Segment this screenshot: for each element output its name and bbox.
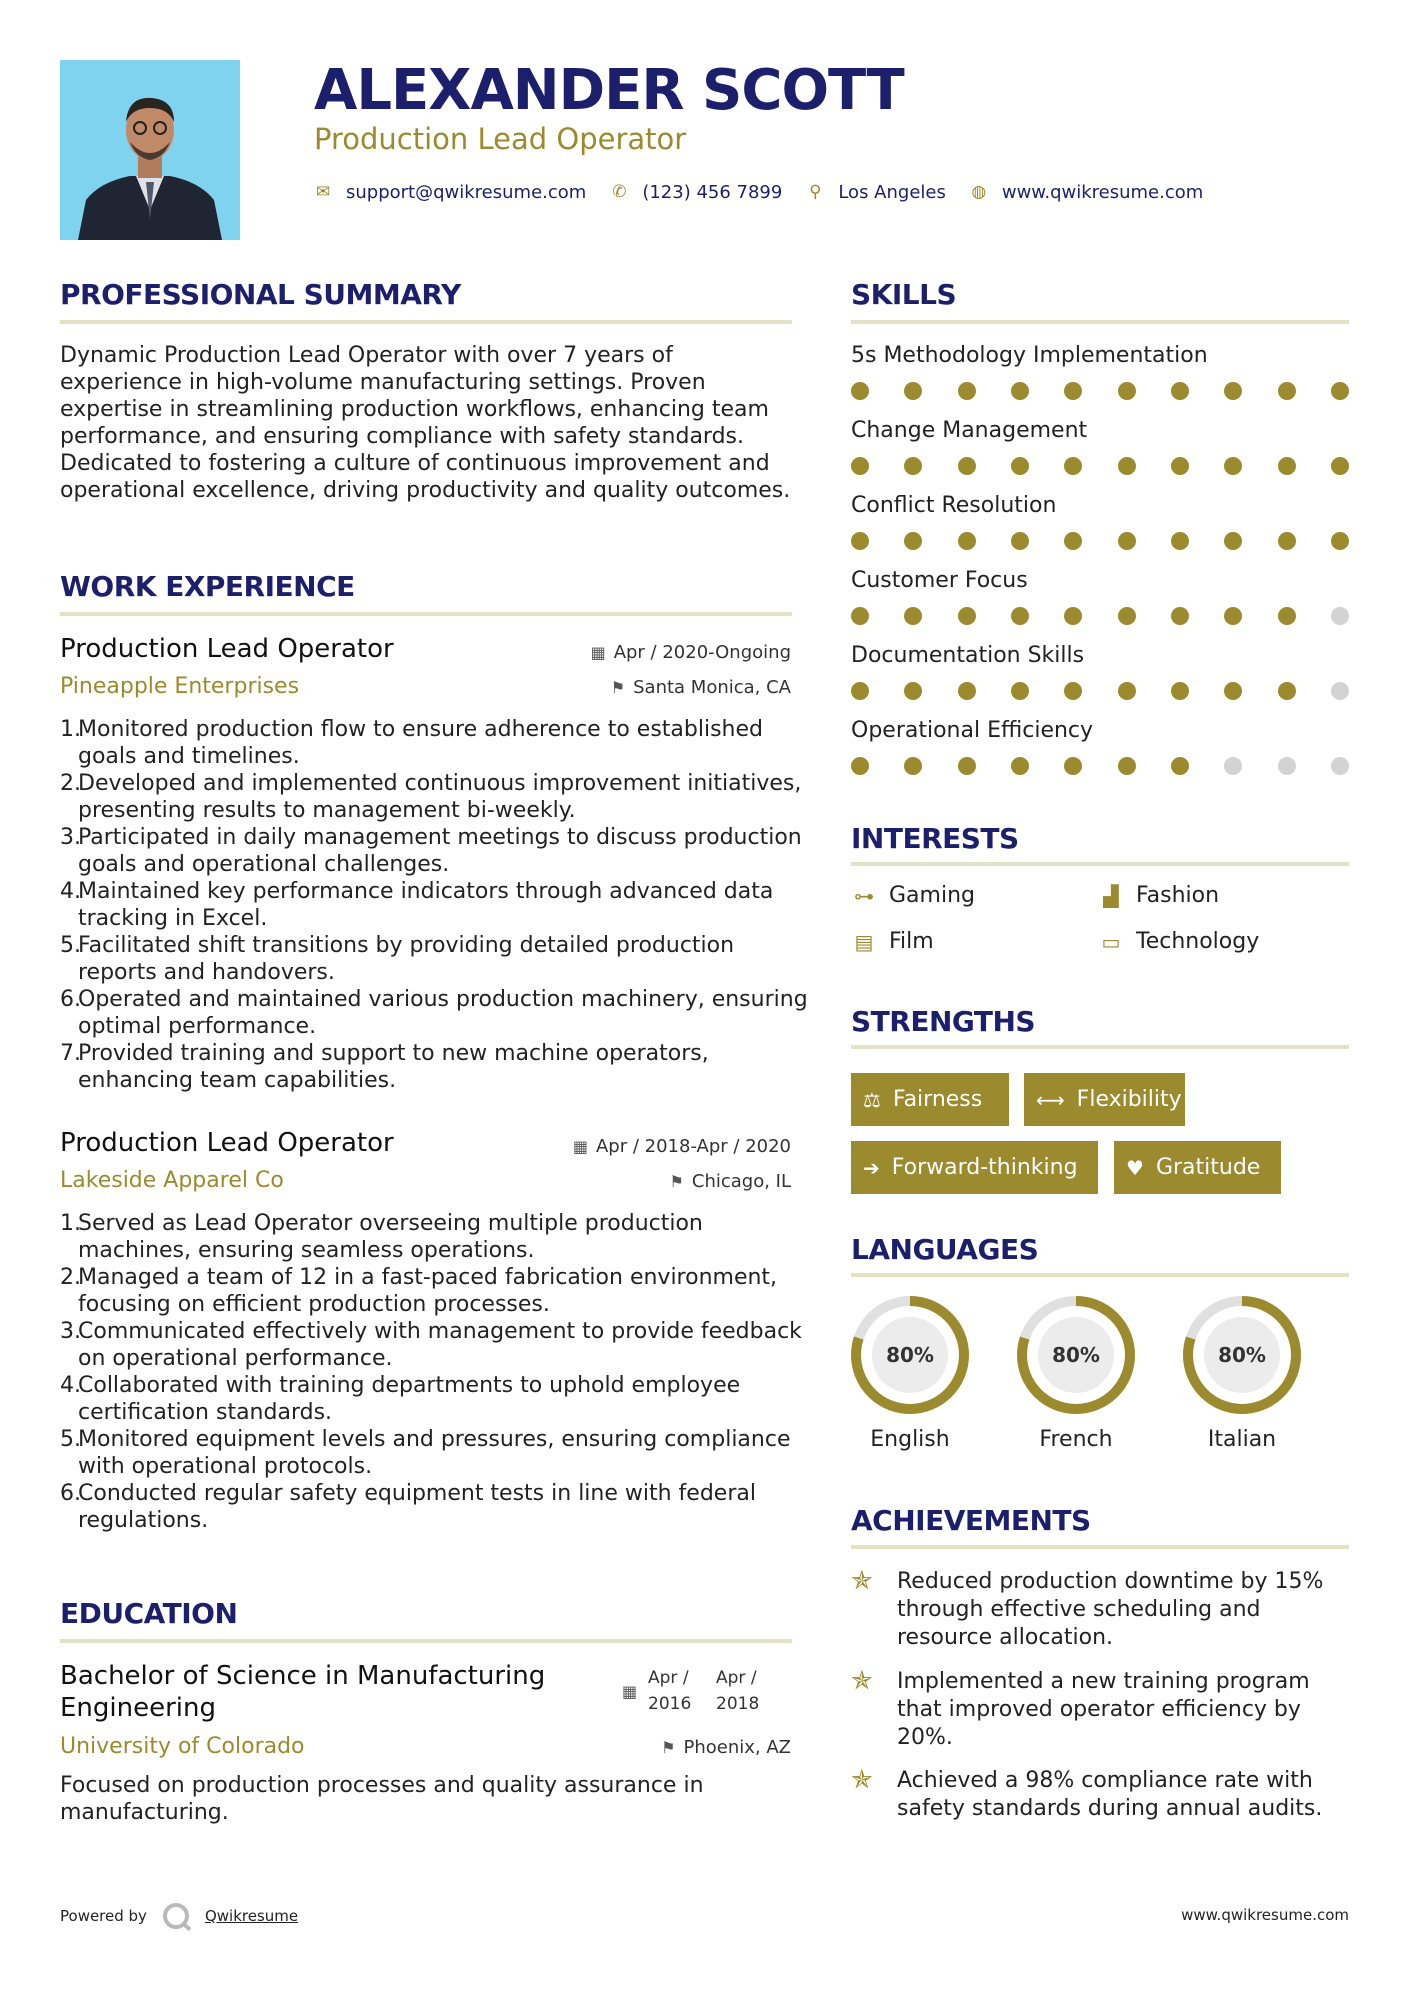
- skill-dot-filled: [958, 532, 976, 550]
- envelope-icon: ✉: [315, 182, 331, 202]
- achievements-divider: [851, 1545, 1349, 1549]
- laptop-icon: ▭: [1101, 929, 1121, 954]
- skill-dot-filled: [1224, 607, 1242, 625]
- skill-rating: [851, 607, 1349, 625]
- arrow-right-icon: ➔: [863, 1155, 880, 1180]
- skill-dot-filled: [1118, 457, 1136, 475]
- star-icon: ✯: [851, 1666, 873, 1696]
- skill-name: Documentation Skills: [851, 643, 1085, 668]
- experience-divider: [60, 612, 792, 616]
- brand-link[interactable]: Qwikresume: [204, 1907, 299, 1925]
- job-responsibilities: [60, 1210, 813, 1534]
- candidate-title: Production Lead Operator: [314, 122, 687, 156]
- skill-dot-empty: [1224, 757, 1242, 775]
- interests-divider: [851, 862, 1349, 866]
- list-item: 2. Managed a team of 12 in a fast-paced fabrication environment, focusing on efficient production processes.: [60, 1265, 778, 1317]
- education-end: Apr / 2018: [716, 1668, 760, 1714]
- skill-dot-filled: [1011, 457, 1029, 475]
- skills-divider: [851, 320, 1349, 324]
- language-item: [1180, 1293, 1304, 1452]
- skill-dot-filled: [1224, 457, 1242, 475]
- skill-dot-filled: [1331, 532, 1349, 550]
- skill-dot-filled: [958, 757, 976, 775]
- skill-dot-filled: [1278, 457, 1296, 475]
- job-date-text: Apr / 2020-Ongoing: [613, 642, 791, 663]
- skill-name: Change Management: [851, 418, 1088, 443]
- skill-dot-filled: [1064, 757, 1082, 775]
- skill-rating: [851, 382, 1349, 400]
- language-percent: 80%: [886, 1343, 934, 1367]
- list-item: 5. Facilitated shift transitions by providing detailed production reports and handovers.: [60, 933, 735, 985]
- strengths-divider: [851, 1045, 1349, 1049]
- list-item: 6. Conducted regular safety equipment tests in line with federal regulations.: [60, 1481, 756, 1533]
- summary-heading: PROFESSIONAL SUMMARY: [60, 278, 461, 311]
- skill-rating: [851, 682, 1349, 700]
- skill-dot-filled: [1224, 382, 1242, 400]
- skill-dot-filled: [1118, 382, 1136, 400]
- skill-dot-filled: [1224, 532, 1242, 550]
- skill-dot-filled: [1278, 607, 1296, 625]
- powered-by-label: Powered by: [60, 1907, 147, 1925]
- education-description: Focused on production processes and quality assurance in manufacturing.: [60, 1773, 704, 1825]
- languages-divider: [851, 1273, 1349, 1277]
- skill-dot-filled: [958, 682, 976, 700]
- language-ring: [848, 1293, 972, 1417]
- phone-icon: ✆: [612, 182, 627, 202]
- language-ring: [1180, 1293, 1304, 1417]
- skill-dot-filled: [1118, 607, 1136, 625]
- skill-dot-filled: [1171, 607, 1189, 625]
- summary-divider: [60, 320, 792, 324]
- pin-icon: ⚑: [669, 1172, 684, 1191]
- skill-dot-filled: [1278, 532, 1296, 550]
- skill-dot-filled: [904, 757, 922, 775]
- skill-dot-filled: [1118, 757, 1136, 775]
- achievement-item: ✯ Implemented a new training program that improved operator efficiency by 20%.: [851, 1666, 1310, 1750]
- skill-dot-filled: [904, 682, 922, 700]
- list-item: 6. Operated and maintained various production machinery, ensuring optimal performance.: [60, 987, 808, 1039]
- skill-dot-filled: [1011, 757, 1029, 775]
- achievements-heading: ACHIEVEMENTS: [851, 1504, 1091, 1537]
- education-location: [661, 1737, 791, 1758]
- skill-dot-filled: [1064, 457, 1082, 475]
- skill-dot-filled: [1171, 457, 1189, 475]
- skill-dot-empty: [1278, 757, 1296, 775]
- calendar-icon: ▦: [590, 643, 606, 662]
- strengths-heading: STRENGTHS: [851, 1005, 1036, 1038]
- heart-icon: ♥: [1126, 1155, 1144, 1180]
- job-location: [611, 677, 791, 698]
- profile-photo: [60, 60, 240, 240]
- experience-heading: WORK EXPERIENCE: [60, 570, 355, 603]
- list-item: 4. Maintained key performance indicators through advanced data tracking in Excel.: [60, 879, 774, 931]
- interests-heading: INTERESTS: [851, 822, 1019, 855]
- skill-dot-filled: [904, 532, 922, 550]
- language-name: French: [1039, 1427, 1113, 1452]
- skill-dot-filled: [1064, 382, 1082, 400]
- skill-dot-filled: [904, 382, 922, 400]
- star-icon: ✯: [851, 1566, 873, 1596]
- strength-badge: ⟷ Flexibility: [1024, 1073, 1185, 1126]
- job-location-text: Santa Monica, CA: [633, 677, 791, 698]
- interest-item: ▟ Fashion: [1098, 883, 1219, 908]
- skill-dot-empty: [1331, 757, 1349, 775]
- strength-badge: ⚖ Fairness: [851, 1073, 1009, 1126]
- skill-dot-filled: [1011, 382, 1029, 400]
- achievement-item: ✯ Reduced production downtime by 15% through effective scheduling and resource allocation.: [851, 1566, 1324, 1650]
- skill-dot-filled: [904, 607, 922, 625]
- education-heading: EDUCATION: [60, 1597, 238, 1630]
- contact-email[interactable]: support@qwikresume.com: [346, 181, 587, 203]
- job-title: Production Lead Operator: [60, 634, 394, 664]
- skill-dot-filled: [1118, 682, 1136, 700]
- calendar-icon: ▦: [572, 1137, 588, 1156]
- list-item: 3. Communicated effectively with management to provide feedback on operational performance.: [60, 1319, 802, 1371]
- school-name: University of Colorado: [60, 1734, 305, 1759]
- skill-dot-filled: [1011, 682, 1029, 700]
- job-date-text: Apr / 2018-Apr / 2020: [595, 1136, 791, 1157]
- skills-heading: SKILLS: [851, 278, 957, 311]
- job-location: [670, 1171, 791, 1192]
- education-location-text: Phoenix, AZ: [683, 1737, 791, 1758]
- language-ring: [1014, 1293, 1138, 1417]
- language-item: [1014, 1293, 1138, 1452]
- film-icon: ▤: [854, 929, 874, 954]
- skill-dot-filled: [1011, 607, 1029, 625]
- arrows-horizontal-icon: ⟷: [1036, 1087, 1065, 1112]
- skill-dot-filled: [1171, 682, 1189, 700]
- skill-name: 5s Methodology Implementation: [851, 343, 1208, 368]
- skill-dot-filled: [1331, 457, 1349, 475]
- map-marker-icon: ⚲: [809, 182, 822, 202]
- languages-heading: LANGUAGES: [851, 1233, 1039, 1266]
- contact-phone[interactable]: (123) 456 7899: [642, 181, 783, 203]
- balance-scale-icon: ⚖: [863, 1087, 881, 1112]
- list-item: 1. Monitored production flow to ensure adherence to established goals and timelines.: [60, 717, 763, 769]
- skill-dot-filled: [1118, 532, 1136, 550]
- job-company: Pineapple Enterprises: [60, 674, 300, 699]
- skill-dot-empty: [1331, 682, 1349, 700]
- skill-rating: [851, 757, 1349, 775]
- job-location-text: Chicago, IL: [691, 1171, 791, 1192]
- skill-dot-filled: [1171, 757, 1189, 775]
- shopping-bag-icon: ▟: [1103, 883, 1119, 908]
- pin-icon: ⚑: [661, 1738, 676, 1757]
- skill-rating: [851, 532, 1349, 550]
- degree-line: Bachelor of Science in Manufacturing: [60, 1661, 546, 1691]
- list-item: 7. Provided training and support to new machine operators, enhancing team capabilities.: [60, 1041, 709, 1093]
- summary-text: Dynamic Production Lead Operator with over 7 years of experience in high-volume manufacturing settings. Proven expertise in streamlining production workflows, enhancing team performance, and ensuring compliance with safety standards. Dedicated to fostering a culture of continuous improvement and operational excellence, driving productivity and quality outcomes.: [60, 343, 791, 503]
- skill-dot-filled: [851, 607, 869, 625]
- language-name: Italian: [1207, 1427, 1277, 1452]
- skill-dot-filled: [1064, 532, 1082, 550]
- education-divider: [60, 1639, 792, 1643]
- job-company: Lakeside Apparel Co: [60, 1168, 284, 1193]
- list-item: 4. Collaborated with training departments to uphold employee certification standards.: [60, 1373, 741, 1425]
- skill-dot-filled: [1278, 682, 1296, 700]
- skill-dot-filled: [904, 457, 922, 475]
- skill-dot-filled: [851, 757, 869, 775]
- contact-bar: [314, 178, 1227, 206]
- interest-item: ▭ Technology: [1098, 929, 1259, 954]
- skill-name: Customer Focus: [851, 568, 1028, 593]
- skill-dot-filled: [958, 382, 976, 400]
- skill-dot-filled: [958, 607, 976, 625]
- pin-icon: ⚑: [610, 678, 626, 697]
- strength-badge: ♥ Gratitude: [1114, 1141, 1281, 1194]
- language-percent: 80%: [1052, 1343, 1100, 1367]
- skill-dot-filled: [1171, 382, 1189, 400]
- qwikresume-logo-icon: [163, 1903, 189, 1929]
- globe-icon: ◍: [971, 182, 987, 202]
- contact-website[interactable]: www.qwikresume.com: [1001, 181, 1204, 203]
- list-item: 2. Developed and implemented continuous improvement initiatives, presenting results to management bi-weekly.: [60, 771, 802, 823]
- language-percent: 80%: [1218, 1343, 1266, 1367]
- interest-item: ⊶ Gaming: [851, 883, 975, 908]
- skill-rating: [851, 457, 1349, 475]
- list-item: 3. Participated in daily management meetings to discuss production goals and operational challenges.: [60, 825, 802, 877]
- skill-dot-filled: [1064, 607, 1082, 625]
- skill-dot-filled: [851, 457, 869, 475]
- candidate-name: ALEXANDER SCOTT: [314, 58, 904, 123]
- gamepad-icon: ⊶: [854, 883, 874, 908]
- skill-dot-empty: [1331, 607, 1349, 625]
- skill-name: Conflict Resolution: [851, 493, 1057, 518]
- skill-dot-filled: [1064, 682, 1082, 700]
- skill-dot-filled: [1278, 382, 1296, 400]
- language-name: English: [870, 1427, 950, 1452]
- job-title: Production Lead Operator: [60, 1128, 394, 1158]
- degree-title: [60, 1660, 545, 1724]
- star-icon: ✯: [851, 1765, 873, 1795]
- strength-badge: ➔ Forward-thinking: [851, 1141, 1098, 1194]
- footer-site[interactable]: www.qwikresume.com: [1181, 1906, 1349, 1924]
- contact-location: Los Angeles: [838, 181, 946, 203]
- skill-dot-filled: [1011, 532, 1029, 550]
- skill-dot-filled: [958, 457, 976, 475]
- job-date: [573, 1136, 791, 1157]
- skill-name: Operational Efficiency: [851, 718, 1094, 743]
- footer-powered-by: [60, 1903, 298, 1929]
- list-item: 1. Served as Lead Operator overseeing multiple production machines, ensuring seamless operations.: [60, 1211, 703, 1263]
- skill-dot-filled: [1171, 532, 1189, 550]
- skill-dot-filled: [1224, 682, 1242, 700]
- skill-dot-filled: [1331, 382, 1349, 400]
- degree-line: Engineering: [60, 1693, 216, 1723]
- calendar-icon: ▦: [622, 1682, 638, 1701]
- interest-item: ▤ Film: [851, 929, 934, 954]
- skill-dot-filled: [851, 682, 869, 700]
- achievement-item: ✯ Achieved a 98% compliance rate with safety standards during annual audits.: [851, 1765, 1323, 1821]
- list-item: 5. Monitored equipment levels and pressures, ensuring compliance with operational protocols.: [60, 1427, 791, 1479]
- language-item: [848, 1293, 972, 1452]
- skill-dot-filled: [851, 382, 869, 400]
- education-start: Apr / 2016: [648, 1668, 692, 1714]
- job-responsibilities: [60, 716, 813, 1094]
- skill-dot-filled: [851, 532, 869, 550]
- job-date: [591, 642, 791, 663]
